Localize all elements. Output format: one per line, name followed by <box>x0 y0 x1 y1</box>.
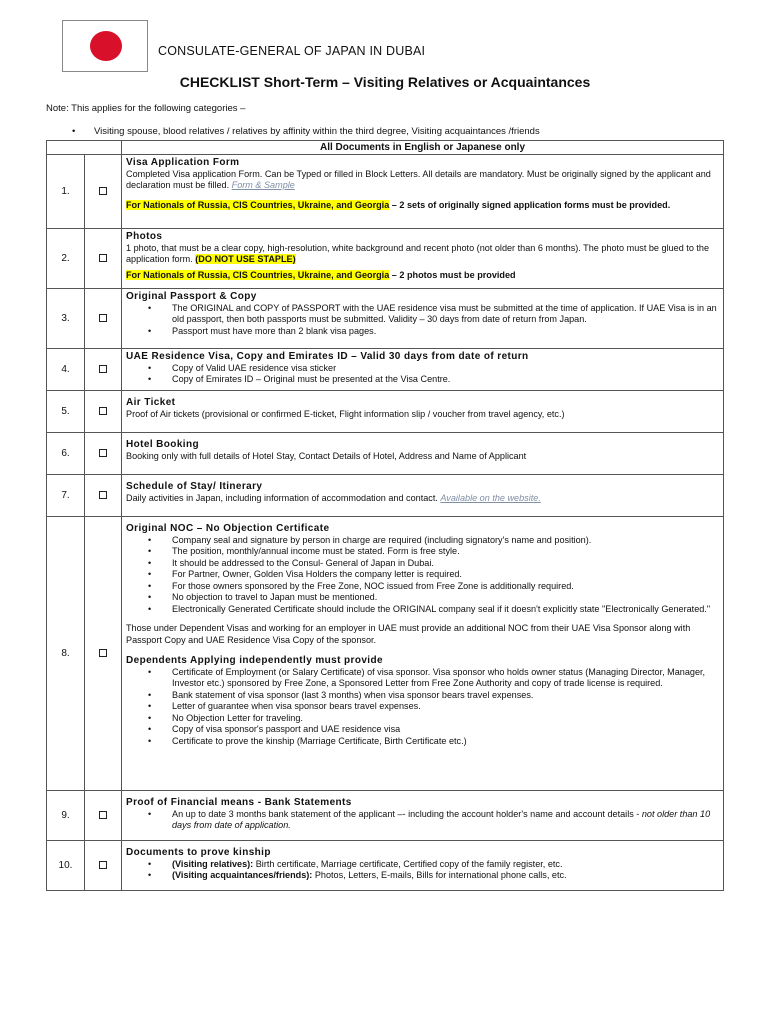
list-item: • Bank statement of visa sponsor (last 3 months) when visa sponsor bears travel expenses. <box>126 690 719 702</box>
sub-heading: Dependents Applying independently must provide <box>126 655 383 666</box>
row-number: 6. <box>47 433 85 475</box>
kin-label: (Visiting relatives): <box>172 858 254 869</box>
checkbox[interactable] <box>85 433 122 475</box>
checkbox[interactable] <box>85 289 122 349</box>
checklist-table <box>46 140 724 891</box>
list-item: • Company seal and signature by person in charge are required (including signatory's name and position). <box>126 535 719 547</box>
checklist-row-3 <box>47 289 724 349</box>
row-heading: Schedule of Stay/ Itinerary <box>126 481 263 492</box>
category-text: Visiting spouse, blood relatives / relatives by affinity within the third degree, Visiting acquaintances /friends <box>94 126 540 137</box>
row-text: 1 photo, that must be a clear copy, high-resolution, white background and recent photo (not older than 6 months). The photo must be glued to the application form. <box>126 242 710 264</box>
list-item: • Electronically Generated Certificate should include the ORIGINAL company seal if it doesn't explicitly state "Electronically Generated." <box>126 604 719 616</box>
row-number: 1. <box>47 155 85 229</box>
checkbox-icon <box>99 254 107 262</box>
list-item: • No objection to travel to Japan must be mentioned. <box>126 592 719 604</box>
list-item: • The position, monthly/annual income must be stated. Form is free style. <box>126 546 719 558</box>
staple-warning: (DO NOT USE STAPLE) <box>195 254 296 264</box>
checkbox-icon <box>99 649 107 657</box>
list-item <box>126 809 719 832</box>
checkbox-icon <box>99 491 107 499</box>
list-item <box>126 859 719 871</box>
row-heading: Documents to prove kinship <box>126 847 271 858</box>
row-number: 9. <box>47 791 85 841</box>
list-item <box>126 870 719 882</box>
row-text: Proof of Air tickets (provisional or confirmed E-ticket, Flight information slip / voucher from travel agency, etc.) <box>126 408 565 419</box>
bullet-list <box>126 859 719 882</box>
list-item: • Copy of Valid UAE residence visa sticker <box>126 363 719 375</box>
nationals-rule: – 2 photos must be provided <box>389 269 516 280</box>
checklist-row-8 <box>47 517 724 791</box>
checklist-row-1 <box>47 155 724 229</box>
checkbox-icon <box>99 811 107 819</box>
checkbox[interactable] <box>85 517 122 791</box>
row-text: Daily activities in Japan, including information of accommodation and contact. <box>126 492 441 503</box>
bullet-list <box>126 363 719 386</box>
checkbox-icon <box>99 187 107 195</box>
checkbox[interactable] <box>85 349 122 391</box>
list-item: • For Partner, Owner, Golden Visa Holders the company letter is required. <box>126 569 719 581</box>
checklist-row-6 <box>47 433 724 475</box>
row-heading: UAE Residence Visa, Copy and Emirates ID – Valid 30 days from date of return <box>126 351 529 362</box>
list-item: • Certificate to prove the kinship (Marriage Certificate, Birth Certificate etc.) <box>126 736 719 748</box>
checkbox[interactable] <box>85 155 122 229</box>
dependent-visa-note: Those under Dependent Visas and working for an employer in UAE must provide an additional NOC from their UAE Visa Sponsor along with Passport Copy and UAE Residence Visa Copy of the sponsor. <box>126 623 691 645</box>
checklist-row-5 <box>47 391 724 433</box>
checkbox[interactable] <box>85 791 122 841</box>
row-heading: Visa Application Form <box>126 157 240 168</box>
form-sample-link[interactable]: Form & Sample <box>231 180 295 190</box>
bank-statement-validity: not older than 10 days from date of application. <box>172 808 711 830</box>
bullet-icon: • <box>72 126 76 137</box>
checkbox-icon <box>99 861 107 869</box>
page-title: CHECKLIST Short-Term – Visiting Relatives or Acquaintances <box>179 74 591 90</box>
list-item: • For those owners sponsored by the Free Zone, NOC issued from Free Zone is additionally required. <box>126 581 719 593</box>
list-item: • The ORIGINAL and COPY of PASSPORT with the UAE residence visa must be submitted at the time of application. If UAE Visa is in an old passport, then both passports must be submitted. Validity – 30 days from date of return from Japan. <box>126 303 719 326</box>
checkbox-icon <box>99 365 107 373</box>
row-heading: Air Ticket <box>126 397 176 408</box>
row-heading: Photos <box>126 231 163 242</box>
list-item: • It should be addressed to the Consul- General of Japan in Dubai. <box>126 558 719 570</box>
website-link[interactable]: Available on the website. <box>440 492 541 503</box>
kin-label: (Visiting acquaintances/friends): <box>172 870 313 880</box>
bank-statement-text: An up to date 3 months bank statement of the applicant –- including the account holder's name and account details - <box>172 808 640 819</box>
checklist-row-10 <box>47 841 724 891</box>
row-heading: Original NOC – No Objection Certificate <box>126 523 330 534</box>
row-heading: Original Passport & Copy <box>126 291 257 302</box>
kin-text: Photos, Letters, E-mails, Bills for international phone calls, etc. <box>312 870 567 880</box>
row-number: 4. <box>47 349 85 391</box>
list-item: • Letter of guarantee when visa sponsor bears travel expenses. <box>126 701 719 713</box>
consulate-name: CONSULATE-GENERAL OF JAPAN IN DUBAI <box>158 44 426 58</box>
checkbox-icon <box>99 449 107 457</box>
kin-text: Birth certificate, Marriage certificate, Certified copy of the family register, etc. <box>253 858 563 869</box>
bullet-list <box>126 303 719 338</box>
row-number: 3. <box>47 289 85 349</box>
list-item: • No Objection Letter for traveling. <box>126 713 719 725</box>
japan-flag-logo <box>62 20 148 72</box>
checkbox[interactable] <box>85 229 122 289</box>
list-item: • Passport must have more than 2 blank visa pages. <box>126 326 719 338</box>
list-item: • Certificate of Employment (or Salary Certificate) of visa sponsor. Visa sponsor who holds owner status (Managing Director, Manager, Investor etc.) sponsored by Free Zone, a Sponsored Letter from Free Zone Authority and copy of trade license is required. <box>126 667 719 690</box>
row-number: 10. <box>47 841 85 891</box>
nationals-rule: – 2 sets of originally signed application forms must be provided. <box>389 199 671 210</box>
flag-red-disc <box>90 31 122 61</box>
row-heading: Proof of Financial means - Bank Statements <box>126 797 352 808</box>
bullet-list <box>126 809 719 832</box>
nationals-highlight: For Nationals of Russia, CIS Countries, Ukraine, and Georgia <box>126 199 390 210</box>
checkbox[interactable] <box>85 475 122 517</box>
checklist-row-7 <box>47 475 724 517</box>
note-text: Note: This applies for the following categories – <box>46 103 246 114</box>
row-number: 2. <box>47 229 85 289</box>
nationals-highlight: For Nationals of Russia, CIS Countries, Ukraine, and Georgia <box>126 269 390 280</box>
checklist-row-9 <box>47 791 724 841</box>
row-text: Booking only with full details of Hotel Stay, Contact Details of Hotel, Address and Name of Applicant <box>126 450 527 461</box>
row-text: Completed Visa application Form. Can be Typed or filled in Block Letters. All details are mandatory. Must be originally signed by the applicant and declaration must be filled. <box>126 168 711 190</box>
row-heading: Hotel Booking <box>126 439 199 450</box>
row-number: 8. <box>47 517 85 791</box>
table-header: All Documents in English or Japanese only <box>122 141 724 155</box>
row-number: 7. <box>47 475 85 517</box>
list-item: • Copy of visa sponsor's passport and UAE residence visa <box>126 724 719 736</box>
checkbox-icon <box>99 314 107 322</box>
list-item: • Copy of Emirates ID – Original must be presented at the Visa Centre. <box>126 374 719 386</box>
bullet-list <box>126 667 719 748</box>
checklist-row-4 <box>47 349 724 391</box>
row-number: 5. <box>47 391 85 433</box>
checklist-row-2 <box>47 229 724 289</box>
checkbox[interactable] <box>85 391 122 433</box>
checkbox[interactable] <box>85 841 122 891</box>
bullet-list <box>126 535 719 616</box>
checkbox-icon <box>99 407 107 415</box>
